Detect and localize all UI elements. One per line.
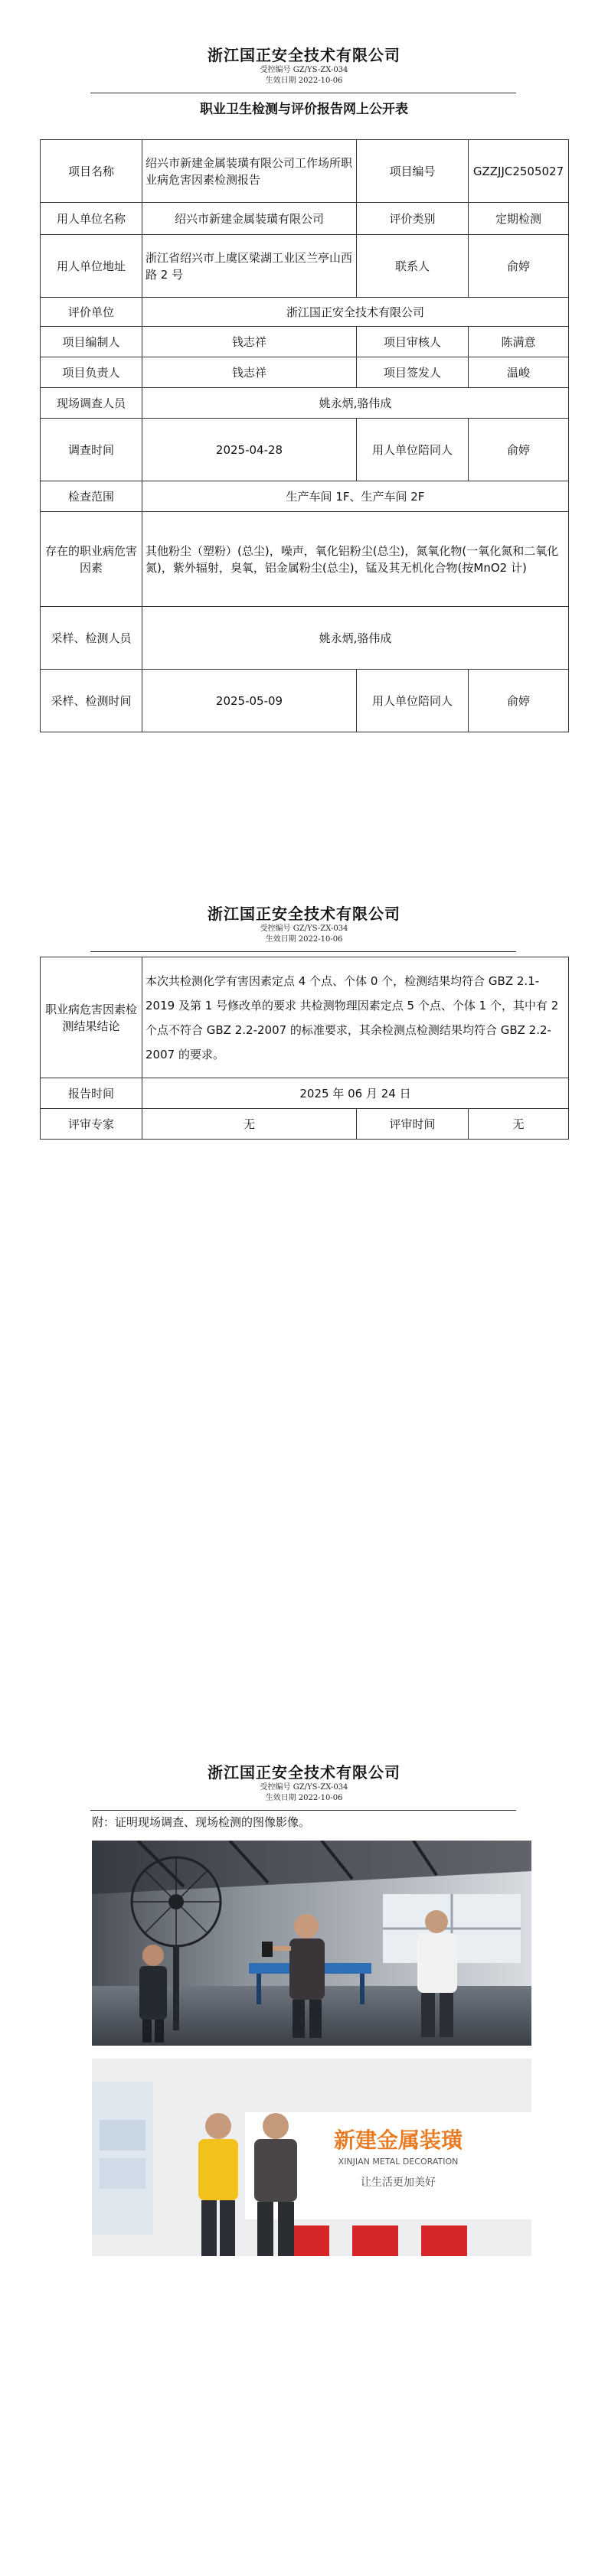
sampling-time-label: 采样、检测时间	[41, 670, 142, 732]
sampling-time-value: 2025-05-09	[142, 670, 357, 732]
survey-time-value: 2025-04-28	[142, 419, 357, 481]
project-name-label: 项目名称	[41, 140, 142, 203]
contact-value: 俞婷	[469, 235, 569, 298]
compiler-value: 钱志祥	[142, 327, 357, 357]
attachment-note: 附：证明现场调查、现场检测的图像影像。	[92, 1815, 311, 1829]
review-time-label: 评审时间	[357, 1109, 469, 1140]
conclusion-table	[40, 957, 569, 1140]
hazards-value: 其他粉尘（塑粉）(总尘)，噪声，氧化铝粉尘(总尘)，氮氧化物(一氧化氮和二氧化氮)，紫外辐射，臭氧，铝金属粉尘(总尘)，锰及其无机化合物(按MnO2 计)	[142, 512, 569, 607]
scope-label: 检查范围	[41, 481, 142, 512]
company-signage-photo	[92, 2059, 531, 2256]
project-no-label: 项目编号	[357, 140, 469, 203]
reviewer-value: 陈满意	[469, 327, 569, 357]
site-investigator-value: 姚永炳,骆伟成	[142, 388, 569, 419]
control-number: 受控编号 GZ/YS-ZX-034	[260, 1783, 348, 1792]
effective-date: 生效日期 2022-10-06	[265, 1794, 343, 1802]
project-name-value: 绍兴市新建金属装璜有限公司工作场所职业病危害因素检测报告	[142, 140, 357, 203]
employer-address-label: 用人单位地址	[41, 235, 142, 298]
eval-unit-value: 浙江国正安全技术有限公司	[142, 298, 569, 327]
eval-unit-label: 评价单位	[41, 298, 142, 327]
signage-slogan-text: 让生活更加美好	[361, 2177, 436, 2189]
accompany-value: 俞婷	[469, 419, 569, 481]
header-divider	[90, 951, 516, 952]
leader-label: 项目负责人	[41, 357, 142, 388]
compiler-label: 项目编制人	[41, 327, 142, 357]
expert-label: 评审专家	[41, 1109, 142, 1140]
signage-english-text: XINJIAN METAL DECORATION	[338, 2157, 459, 2167]
employer-address-value: 浙江省绍兴市上虞区梁湖工业区兰亭山西路 2 号	[142, 235, 357, 298]
eval-type-value: 定期检测	[469, 203, 569, 235]
reviewer-label: 项目审核人	[357, 327, 469, 357]
company-name: 浙江国正安全技术有限公司	[208, 46, 400, 64]
sampling-staff-label: 采样、检测人员	[41, 607, 142, 670]
sampling-staff-value: 姚永炳,骆伟成	[142, 607, 569, 670]
issuer-label: 项目签发人	[357, 357, 469, 388]
header-divider	[90, 1810, 516, 1811]
survey-time-label: 调查时间	[41, 419, 142, 481]
signage-brand-text: 新建金属装璜	[333, 2128, 463, 2153]
site-investigator-label: 现场调查人员	[41, 388, 142, 419]
company-name: 浙江国正安全技术有限公司	[208, 905, 400, 923]
effective-date: 生效日期 2022-10-06	[265, 77, 343, 85]
company-name: 浙江国正安全技术有限公司	[208, 1763, 400, 1782]
page3-header	[0, 1760, 608, 1804]
expert-value: 无	[142, 1109, 357, 1140]
issuer-value: 温峻	[469, 357, 569, 388]
eval-type-label: 评价类别	[357, 203, 469, 235]
page-title: 职业卫生检测与评价报告网上公开表	[200, 102, 408, 117]
employer-name-label: 用人单位名称	[41, 203, 142, 235]
contact-label: 联系人	[357, 235, 469, 298]
review-time-value: 无	[469, 1109, 569, 1140]
project-no-value: GZZJJC2505027	[469, 140, 569, 203]
site-inspection-photo	[92, 1841, 531, 2046]
report-time-label: 报告时间	[41, 1078, 142, 1109]
control-number: 受控编号 GZ/YS-ZX-034	[260, 924, 348, 933]
control-number: 受控编号 GZ/YS-ZX-034	[260, 66, 348, 74]
hazards-label: 存在的职业病危害因素	[41, 512, 142, 607]
page2-header	[0, 902, 608, 945]
accompany-label: 用人单位陪同人	[357, 419, 469, 481]
disclosure-table	[40, 139, 569, 732]
accompany2-value: 俞婷	[469, 670, 569, 732]
employer-name-value: 绍兴市新建金属装璜有限公司	[142, 203, 357, 235]
report-time-value: 2025 年 06 月 24 日	[142, 1078, 569, 1109]
conclusion-label: 职业病危害因素检测结果结论	[41, 957, 142, 1078]
scope-value: 生产车间 1F、生产车间 2F	[142, 481, 569, 512]
page1-header	[0, 43, 608, 86]
accompany2-label: 用人单位陪同人	[357, 670, 469, 732]
effective-date: 生效日期 2022-10-06	[265, 935, 343, 944]
conclusion-value: 本次共检测化学有害因素定点 4 个点、个体 0 个，检测结果均符合 GBZ 2.1-2019 及第 1 号修改单的要求 共检测物理因素定点 5 个点、个体 1 个，其中有 2 个点不符合 GBZ 2.2-2007 的标准要求，其余检测点检测结果均符合 GBZ 2.2-2007 的要求。	[142, 957, 569, 1078]
leader-value: 钱志祥	[142, 357, 357, 388]
